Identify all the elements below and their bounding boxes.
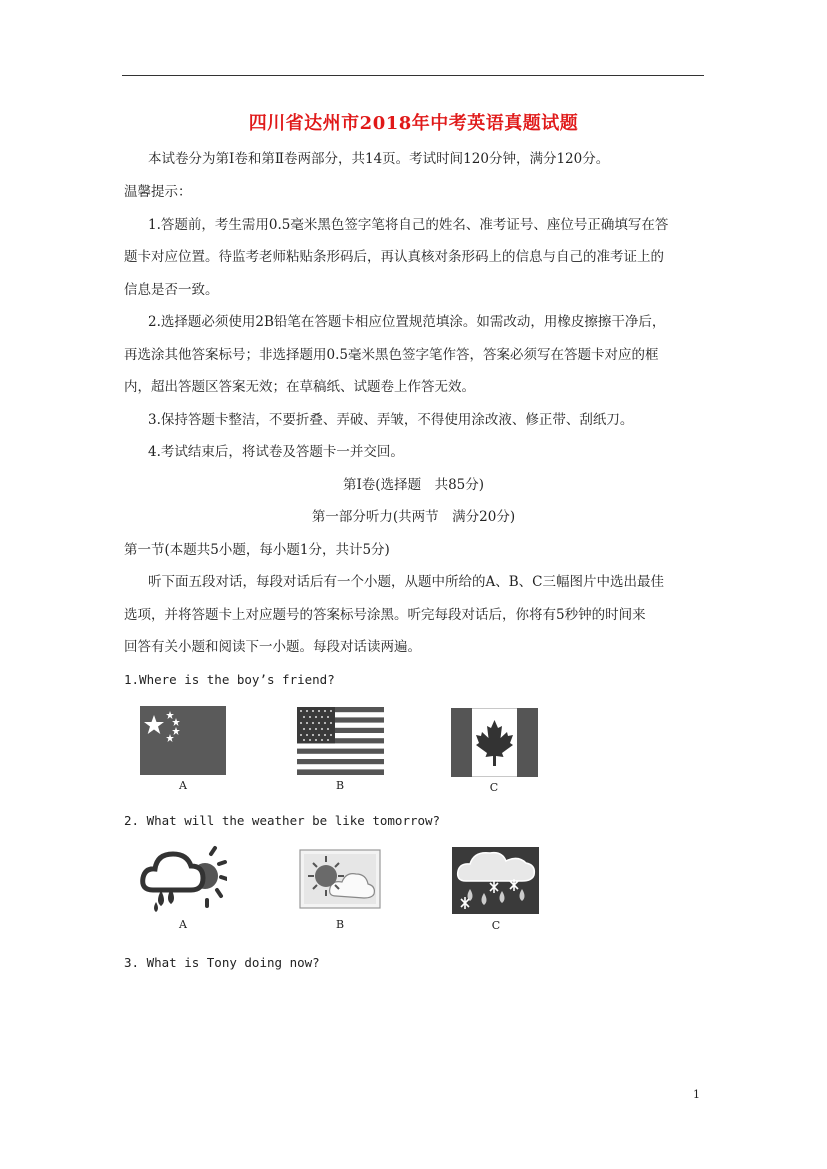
tip-1-line-3: 信息是否一致。 [124,282,219,298]
option-c-label: C [491,919,501,932]
page-number: 1 [693,1088,700,1101]
volume-heading: 第Ⅰ卷(选择题 共85分) [342,477,485,493]
option-a-label: A [179,918,187,931]
tip-1-line-2: 题卡对应位置。待监考老师粘贴条形码后，再认真核对条形码上的信息与自己的准考证上的 [124,249,664,265]
china-flag-image [140,706,226,775]
part-heading: 第一部分听力(共两节 满分20分) [311,509,516,525]
intro-text: 本试卷分为第Ⅰ卷和第Ⅱ卷两部分，共14页。考试时间120分钟，满分120分。 [148,151,610,167]
instructions-line-1: 听下面五段对话，每段对话后有一个小题，从题中所给的A、B、C三幅图片中选出最佳 [148,574,664,590]
header-rule [122,75,704,76]
tip-4: 4.考试结束后，将试卷及答题卡一并交回。 [148,444,404,460]
canada-flag-image [451,708,538,777]
tip-2-line-3: 内，超出答题区答案无效；在草稿纸、试题卷上作答无效。 [124,379,475,395]
tips-heading: 温馨提示： [124,184,192,200]
tip-2-line-1: 2.选择题必须使用2B铅笔在答题卡相应位置规范填涂。如需改动，用橡皮擦擦干净后， [148,314,666,330]
instructions-line-3: 回答有关小题和阅读下一小题。每段对话读两遍。 [124,639,421,655]
tip-2-line-2: 再选涂其他答案标号；非选择题用0.5毫米黑色签字笔作答，答案必须写在答题卡对应的框 [124,347,659,363]
usa-flag-image [297,707,384,775]
snowy-cloud-icon [452,847,539,914]
option-a-label: A [179,779,187,792]
section-heading: 第一节(本题共5小题，每小题1分，共计5分) [124,542,390,558]
question-1-text: 1.Where is the boy’s friend? [124,672,335,687]
tip-1-line-1: 1.答题前，考生需用0.5毫米黑色签字笔将自己的姓名、准考证号、座位号正确填写在答 [148,217,669,233]
option-c-label: C [489,781,499,794]
instructions-line-2: 选项，并将答题卡上对应题号的答案标号涂黑。听完每段对话后，你将有5秒钟的时间来 [124,607,646,623]
option-b-label: B [335,918,345,931]
question-3-text: 3. What is Tony doing now? [124,955,320,970]
rainy-cloud-sun-icon [139,844,227,912]
option-b-label: B [335,779,345,792]
sunny-cloud-icon [298,848,382,910]
question-2-text: 2. What will the weather be like tomorrow? [124,813,441,828]
tip-3: 3.保持答题卡整洁，不要折叠、弄破、弄皱，不得使用涂改液、修正带、刮纸刀。 [148,412,634,428]
exam-title: 四川省达州市2018年中考英语真题试题 [248,113,579,134]
